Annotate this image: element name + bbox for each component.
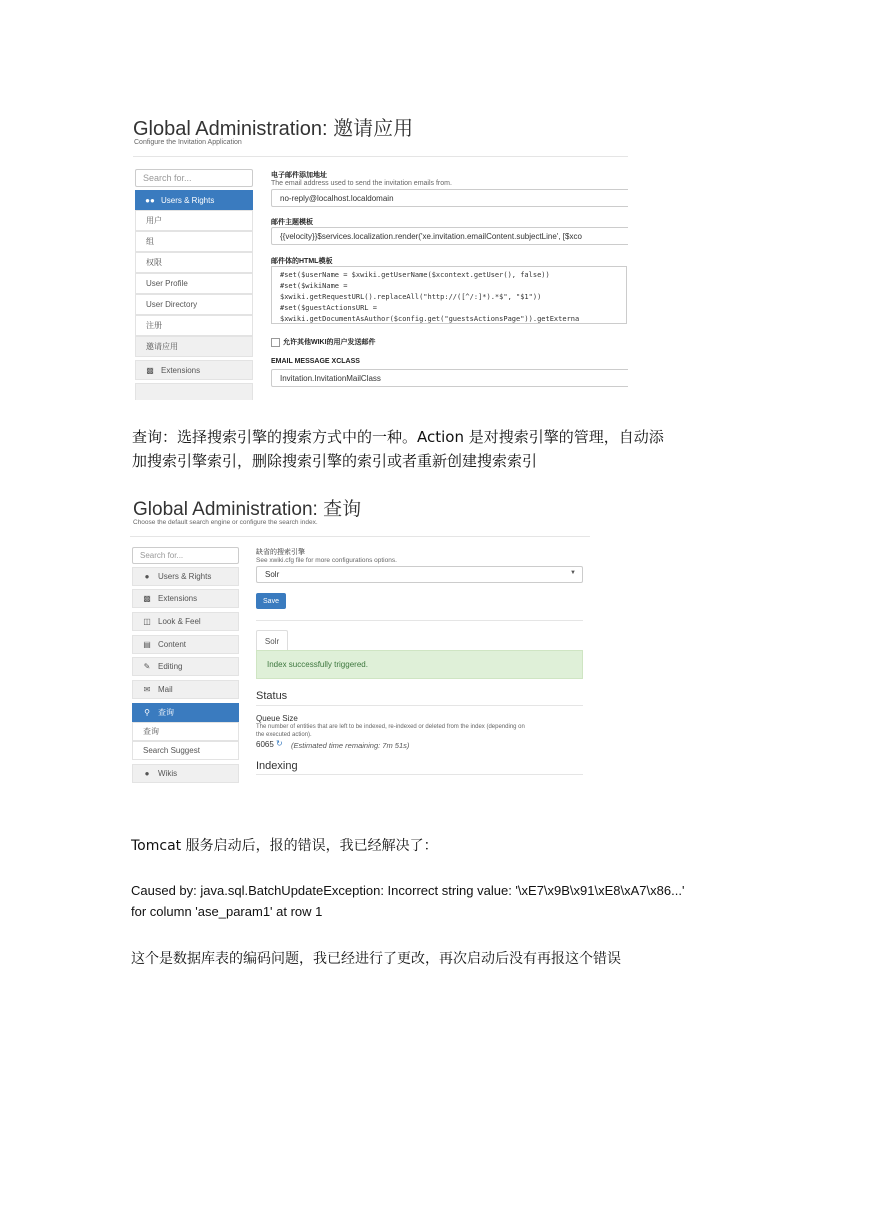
- subject-field[interactable]: {{velocity}}$services.localization.render('xe.invitation.emailContent.subjectLine', [$xco: [271, 227, 628, 245]
- email-label: 电子邮件添加地址: [271, 172, 327, 179]
- nav-users[interactable]: 用户: [135, 210, 253, 231]
- xclass-label: EMAIL MESSAGE XCLASS: [271, 358, 360, 365]
- email-hint: The email address used to send the invitation emails from.: [271, 180, 452, 187]
- queue-estimate: (Estimated time remaining: 7m 51s): [291, 741, 410, 750]
- paragraph-tomcat: Tomcat 服务启动后，报的错误，我已经解决了：: [131, 838, 438, 854]
- chevron-down-icon: ▼: [570, 570, 576, 576]
- nav-user-profile[interactable]: User Profile: [135, 273, 253, 294]
- page-subtitle: Configure the Invitation Application: [134, 139, 242, 146]
- paragraph-search-line1: 查询：选择搜索引擎的搜索方式中的一种。Action 是对搜索引擎的管理，自动添: [132, 428, 664, 446]
- status-heading: Status: [256, 690, 288, 702]
- search-input[interactable]: Search for...: [135, 169, 253, 187]
- nav-extensions[interactable]: ▩ Extensions: [135, 360, 253, 380]
- xclass-field[interactable]: Invitation.InvitationMailClass: [271, 369, 628, 387]
- success-alert: Index successfully triggered.: [256, 650, 583, 679]
- page-title: Global Administration: 邀请应用: [133, 118, 414, 140]
- search-icon: ⚲: [144, 708, 150, 717]
- users-icon: ●: [144, 572, 150, 581]
- allow-other-wiki-checkbox[interactable]: [271, 338, 280, 347]
- envelope-icon: ✉: [143, 685, 151, 694]
- allow-other-wiki-label: 允许其他WIKI的用户发送邮件: [283, 339, 376, 346]
- nav-extensions[interactable]: ▩ Extensions: [132, 589, 239, 608]
- html-template-label: 邮件体的HTML模板: [271, 258, 333, 265]
- error-line1: Caused by: java.sql.BatchUpdateException: Incorrect string value: '\xE7\x9B\x91\xE8\xA7\x86...': [131, 883, 685, 898]
- status-divider: [256, 705, 583, 706]
- puzzle-icon: ▩: [143, 594, 151, 603]
- engine-hint: See xwiki.cfg file for more configurations options.: [256, 557, 397, 564]
- engine-label: 缺省的搜索引擎: [256, 549, 305, 556]
- invitation-admin-screenshot: [133, 110, 628, 400]
- queue-size-hint-line2: the executed action).: [256, 732, 312, 738]
- nav-content[interactable]: ▤ Content: [132, 635, 239, 654]
- email-field[interactable]: no-reply@localhost.localdomain: [271, 189, 628, 207]
- nav-search[interactable]: ⚲ 查询: [132, 703, 239, 722]
- puzzle-icon: ▩: [146, 365, 154, 375]
- title-divider: [133, 156, 628, 157]
- tab-solr[interactable]: Solr: [256, 630, 288, 651]
- nav-user-directory[interactable]: User Directory: [135, 294, 253, 315]
- title-divider: [130, 536, 590, 537]
- pencil-icon: ✎: [143, 662, 151, 671]
- nav-rights[interactable]: 权限: [135, 252, 253, 273]
- nav-registration[interactable]: 注册: [135, 315, 253, 336]
- subject-label: 邮件主题模板: [271, 219, 313, 226]
- nav-look-feel[interactable]: ◫ Look & Feel: [132, 612, 239, 631]
- indexing-divider: [256, 774, 583, 775]
- error-line2: for column 'ase_param1' at row 1: [131, 904, 323, 919]
- users-icon: ●●: [145, 195, 155, 205]
- spinner-icon: ↻: [276, 739, 283, 748]
- document-icon: ▤: [143, 640, 151, 649]
- search-engine-select[interactable]: Solr ▼: [256, 566, 583, 583]
- nav-groups[interactable]: 组: [135, 231, 253, 252]
- search-admin-screenshot: [130, 492, 590, 784]
- nav-wikis[interactable]: ● Wikis: [132, 764, 239, 783]
- save-button[interactable]: Save: [256, 593, 286, 609]
- nav-users-rights[interactable]: ● Users & Rights: [132, 567, 239, 586]
- queue-count: 6065: [256, 740, 274, 749]
- queue-size-hint-line1: The number of entities that are left to be indexed, re-indexed or deleted from the index (depending on: [256, 724, 525, 730]
- paragraph-db-encoding: 这个是数据库表的编码问题，我已经进行了更改，再次启动后没有再报这个错误: [131, 951, 621, 967]
- indexing-heading: Indexing: [256, 760, 298, 772]
- search-input[interactable]: Search for...: [132, 547, 239, 564]
- paragraph-search-line2: 加搜索引擎索引，删除搜索引擎的索引或者重新创建搜索索引: [132, 452, 538, 470]
- nav-search-suggest[interactable]: Search Suggest: [132, 741, 239, 760]
- globe-icon: ●: [144, 769, 150, 778]
- window-icon: ◫: [143, 617, 151, 626]
- page-subtitle: Choose the default search engine or configure the search index.: [133, 519, 318, 526]
- nav-users-rights[interactable]: ●● Users & Rights: [135, 190, 253, 210]
- section-divider: [256, 620, 583, 621]
- queue-size-label: Queue Size: [256, 714, 298, 723]
- nav-editing[interactable]: ✎ Editing: [132, 657, 239, 676]
- nav-next-item[interactable]: [135, 383, 253, 400]
- nav-search-sub[interactable]: 查询: [132, 722, 239, 741]
- page-title: Global Administration: 查询: [133, 499, 362, 520]
- html-template-textarea[interactable]: #set($userName = $xwiki.getUserName($xcontext.getUser(), false)) #set($wikiName = $xwiki.getRequestURL().replaceAll("http://([^/:]*).*$", "$1")) #set($guestActionsURL = $xwiki.getDocumentAsAuthor($config.get("guestsActionsPage")).getExterna: [271, 266, 627, 324]
- nav-mail[interactable]: ✉ Mail: [132, 680, 239, 699]
- nav-invitation[interactable]: 邀请应用: [135, 336, 253, 357]
